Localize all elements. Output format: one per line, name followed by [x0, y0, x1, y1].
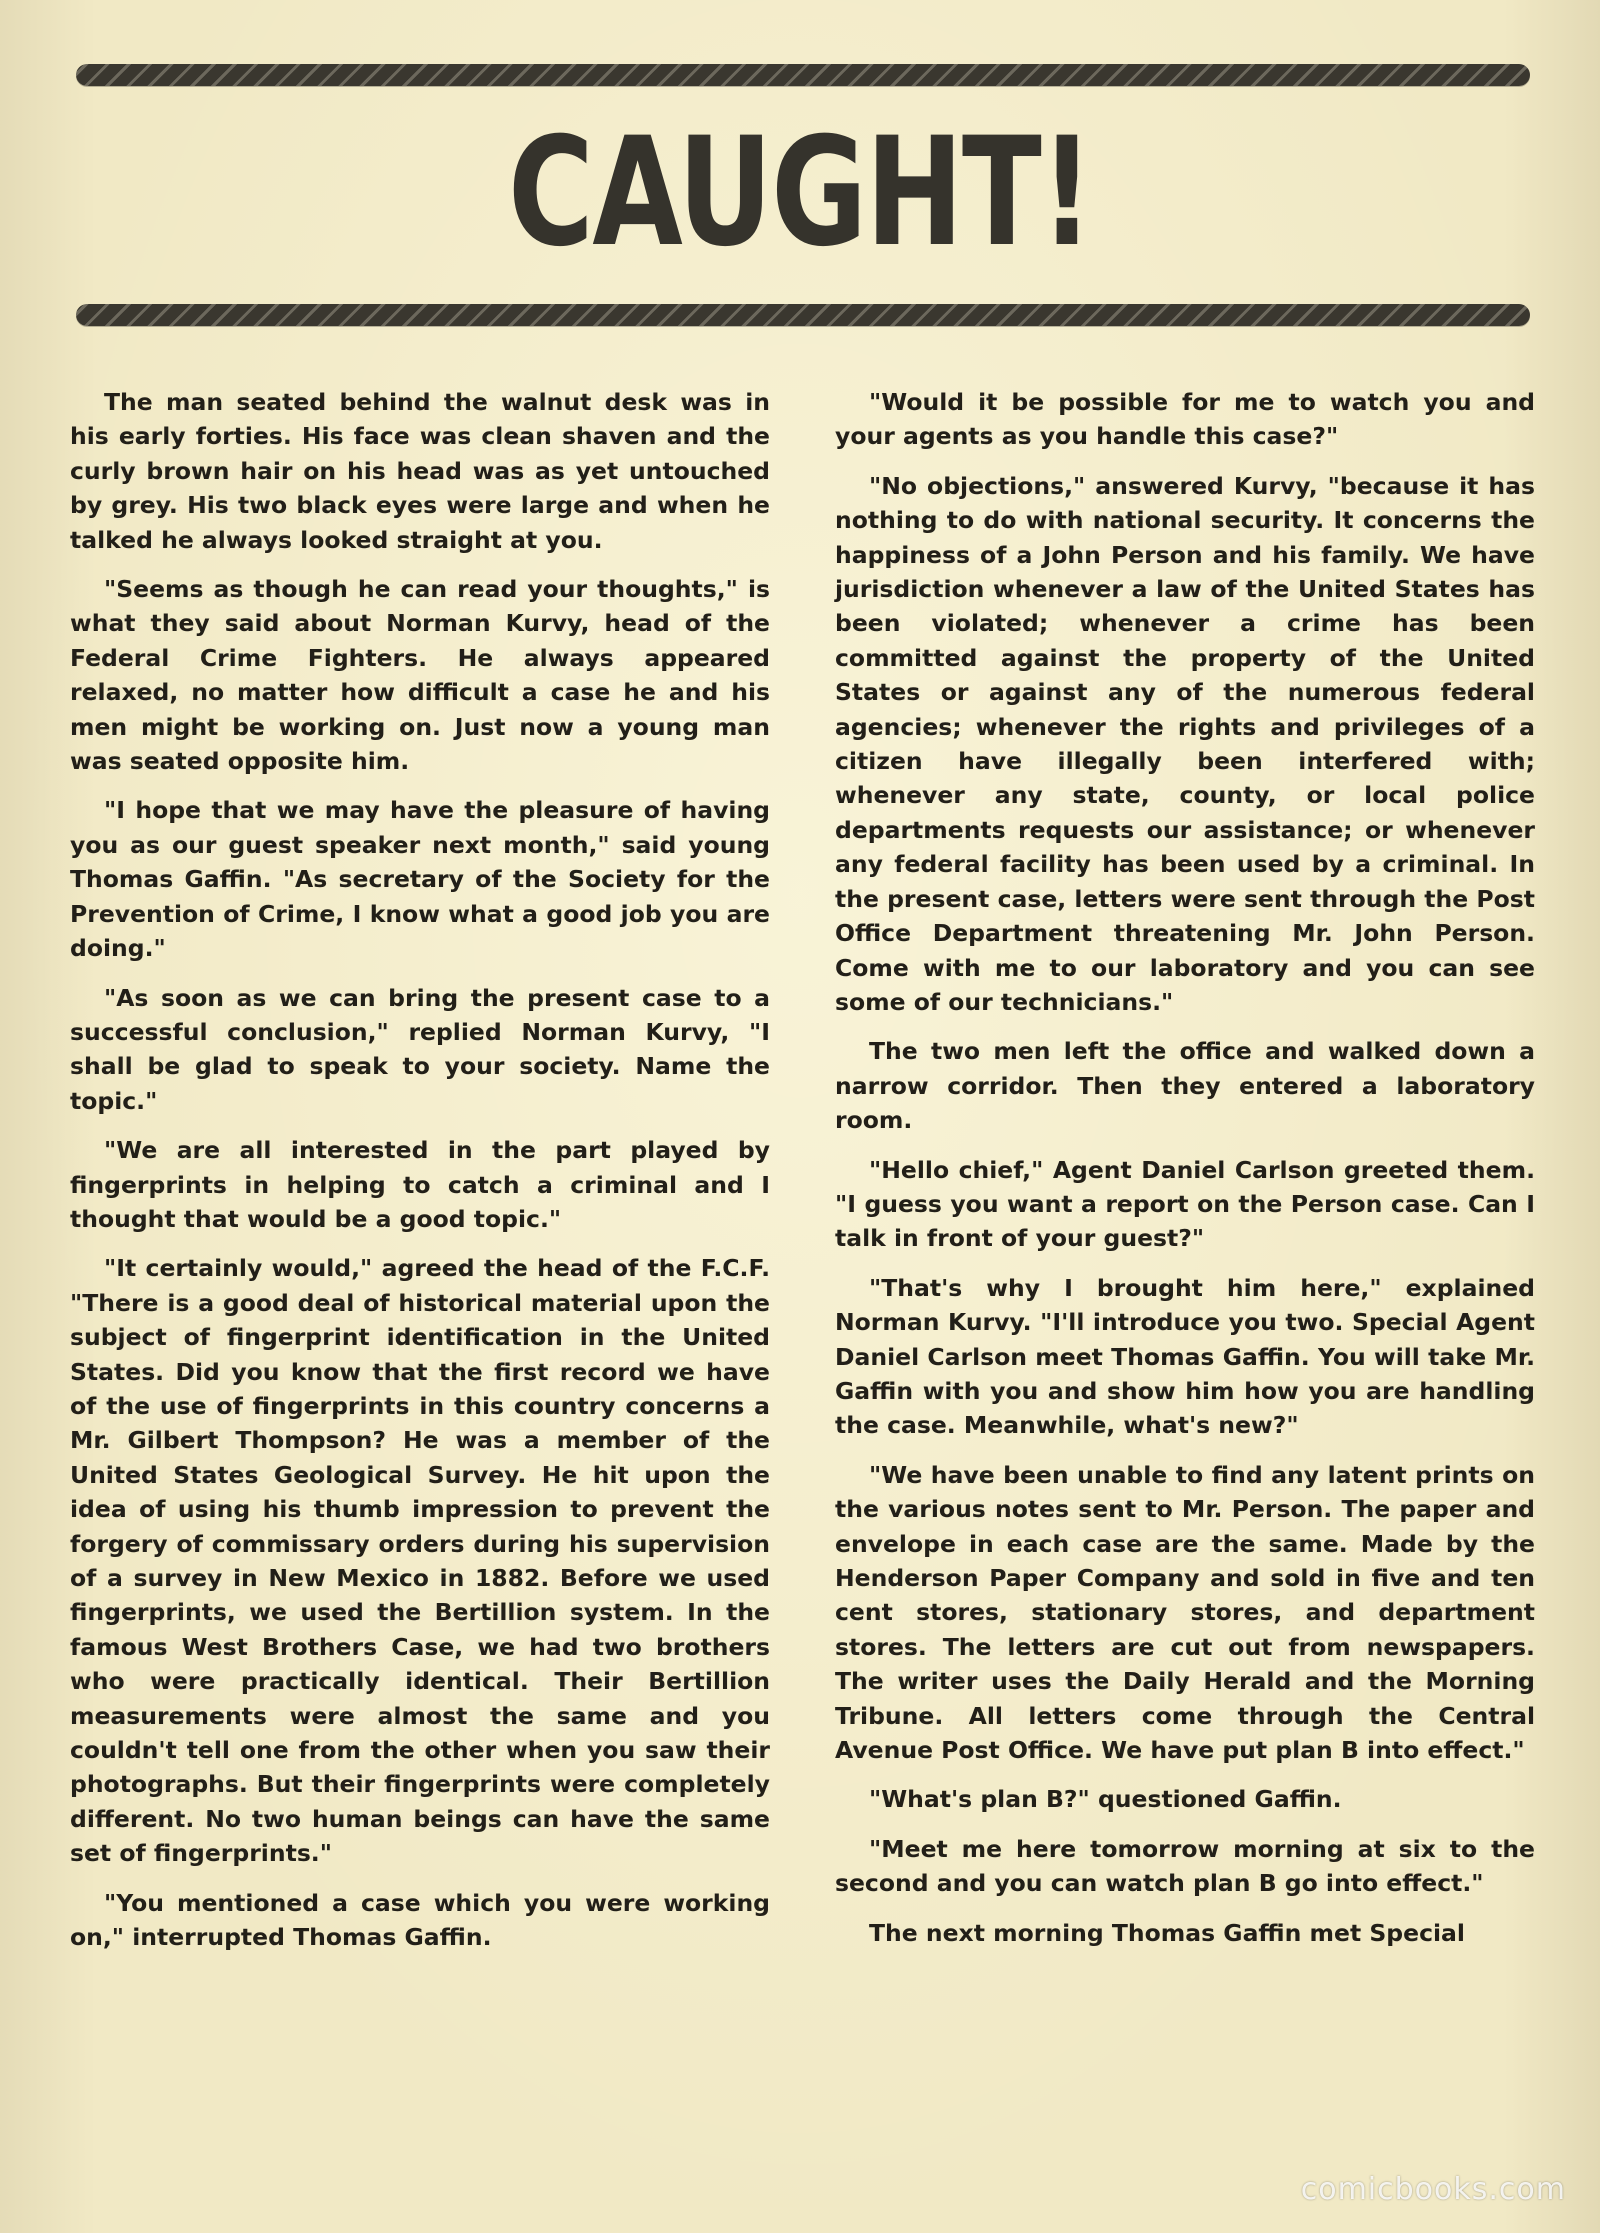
paragraph: "I hope that we may have the pleasure of having you as our guest speaker next month," said young Thomas Gaffin. "As secretary of the Society for the Prevention of Crime, I know what a good job you are doing."	[70, 796, 770, 963]
paragraph: "Meet me here tomorrow morning at six to the second and you can watch plan B go into effect."	[835, 1834, 1535, 1898]
bottom-decorative-rule	[76, 304, 1530, 326]
story-title: CAUGHT!	[507, 106, 1093, 280]
paragraph: "As soon as we can bring the present case to a successful conclusion," replied Norman Kurvy, "I shall be glad to speak to your society. Name the topic."	[70, 983, 770, 1115]
right-text-column	[835, 385, 1535, 1965]
paragraph: "Hello chief," Agent Daniel Carlson greeted them. "I guess you want a report on the Person case. Can I talk in front of your guest?"	[835, 1155, 1535, 1253]
paragraph: "You mentioned a case which you were working on," interrupted Thomas Gaffin.	[70, 1888, 770, 1952]
paragraph: "What's plan B?" questioned Gaffin.	[869, 1785, 1342, 1814]
paragraph: "Seems as though he can read your thoughts," is what they said about Norman Kurvy, head of the Federal Crime Fighters. He always appeared relaxed, no matter how difficult a case he and his men might be working on. Just now a young man was seated opposite him.	[70, 575, 770, 776]
paragraph: "It certainly would," agreed the head of the F.C.F. "There is a good deal of historical material upon the subject of fingerprint identification in the United States. Did you know that the first record we have of the use of fingerprints in this country concerns a Mr. Gilbert Thompson? He was a member of the United States Geological Survey. He hit upon the idea of using his thumb impression to prevent the forgery of commissary orders during his supervision of a survey in New Mexico in 1882. Before we used fingerprints, we used the Bertillion system. In the famous West Brothers Case, we had two brothers who were practically identical. Their Bertillion measurements were almost the same and you couldn't tell one from the other when you saw their photographs. But their fingerprints were completely different. No two human beings can have the same set of fingerprints."	[70, 1254, 770, 1868]
site-watermark: comicbooks.com	[1300, 2172, 1566, 2207]
paragraph: The man seated behind the walnut desk was in his early forties. His face was clean shaven and the curly brown hair on his head was as yet untouched by grey. His two black eyes were large and when he talked he always looked straight at you.	[70, 388, 770, 554]
top-decorative-rule	[76, 64, 1530, 86]
paragraph: "That's why I brought him here," explained Norman Kurvy. "I'll introduce you two. Special Agent Daniel Carlson meet Thomas Gaffin. You will take Mr. Gaffin with you and show him how you are handling the case. Meanwhile, what's new?"	[835, 1273, 1535, 1440]
paragraph: "No objections," answered Kurvy, "because it has nothing to do with national security. It concerns the happiness of a John Person and his family. We have jurisdiction whenever a law of the United States has been violated; whenever a crime has been committed against the property of the United States or against any of the numerous federal agencies; whenever the rights and privileges of a citizen have illegally been interfered with; whenever any state, county, or local police departments requests our assistance; or whenever any federal facility has been used by a criminal. In the present case, letters were sent through the Post Office Department threatening Mr. John Person. Come with me to our laboratory and you can see some of our technicians."	[835, 471, 1535, 1016]
paragraph: The two men left the office and walked down a narrow corridor. Then they entered a laboratory room.	[835, 1037, 1535, 1135]
paragraph: "Would it be possible for me to watch you and your agents as you handle this case?"	[835, 388, 1535, 451]
paragraph: "We have been unable to find any latent prints on the various notes sent to Mr. Person. The paper and envelope in each case are the same. Made by the Henderson Paper Company and sold in five and ten cent stores, stationary stores, and department stores. The letters are cut out from newspapers. The writer uses the Daily Herald and the Morning Tribune. All letters come through the Central Avenue Post Office. We have put plan B into effect."	[835, 1460, 1535, 1765]
paragraph: "We are all interested in the part played by fingerprints in helping to catch a criminal and I thought that would be a good topic."	[70, 1136, 770, 1233]
paragraph: The next morning Thomas Gaffin met Special	[869, 1918, 1465, 1947]
left-text-column	[70, 385, 770, 1969]
